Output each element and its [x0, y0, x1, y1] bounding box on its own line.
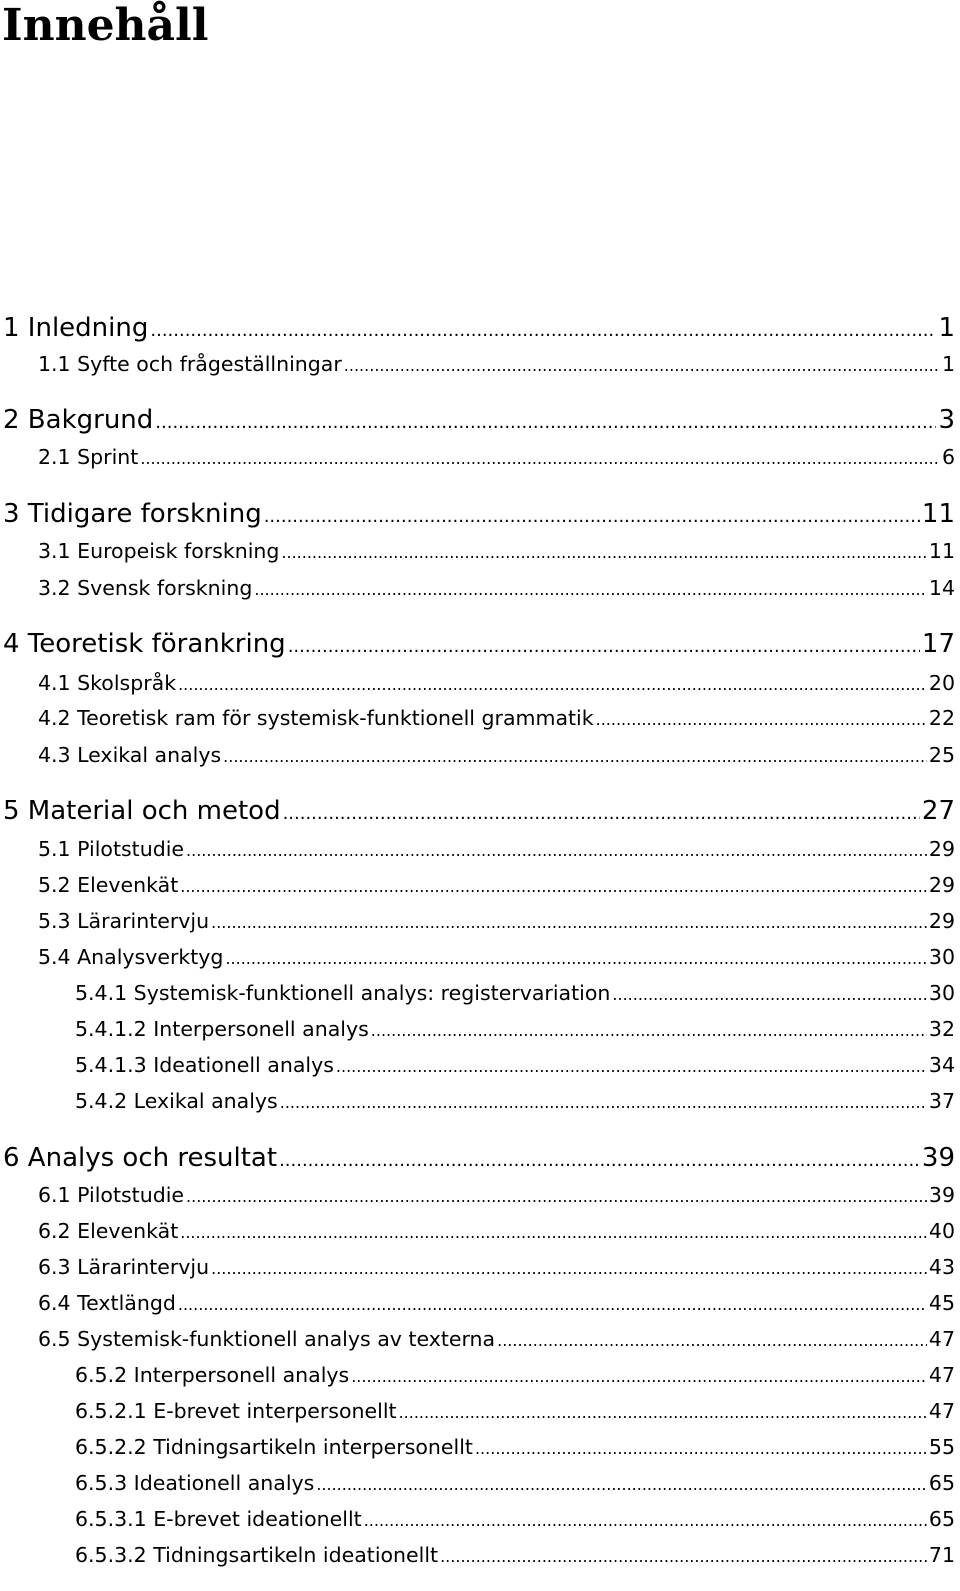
toc-entry-page-number: 25: [928, 743, 955, 767]
dot-leader: [280, 1089, 927, 1115]
dot-leader: [186, 1183, 927, 1209]
toc-entry-label: 6.5.3.1 E-brevet ideationellt: [75, 1507, 362, 1531]
dot-leader: [279, 1144, 920, 1175]
toc-entry-page-number: 47: [928, 1363, 955, 1387]
toc-entry[interactable]: [3, 403, 955, 437]
toc-entry-page-number: 29: [928, 873, 955, 897]
toc-entry-label: 5 Material och metod: [3, 796, 281, 826]
toc-entry-page-number: 29: [928, 909, 955, 933]
dot-leader: [596, 706, 927, 732]
toc-entry-page-number: 71: [928, 1543, 955, 1567]
toc-entry-label: 3.1 Europeisk forskning: [38, 539, 280, 563]
dot-leader: [351, 1363, 927, 1389]
toc-entry-page-number: 6: [941, 445, 955, 469]
dot-leader: [399, 1399, 927, 1425]
toc-entry-label: 2 Bakgrund: [3, 405, 154, 435]
dot-leader: [155, 406, 936, 437]
toc-entry[interactable]: [75, 979, 955, 1007]
toc-entry-label: 4.3 Lexikal analys: [38, 743, 222, 767]
toc-entry-label: 6.5 Systemisk-funktionell analys av texterna: [38, 1327, 496, 1351]
toc-entry-label: 6.1 Pilotstudie: [38, 1183, 185, 1207]
dot-leader: [344, 352, 940, 378]
toc-entry-page-number: 14: [928, 576, 955, 600]
toc-entry-page-number: 65: [928, 1471, 955, 1495]
toc-entry[interactable]: [38, 1325, 955, 1353]
toc-entry-label: 5.3 Lärarintervju: [38, 909, 210, 933]
dot-leader: [316, 1471, 927, 1497]
toc-entry-page-number: 37: [928, 1089, 955, 1113]
dot-leader: [612, 981, 927, 1007]
toc-entry-page-number: 11: [928, 539, 955, 563]
toc-entry-page-number: 55: [928, 1435, 955, 1459]
toc-entry-page-number: 30: [928, 981, 955, 1005]
toc-entry-label: 5.4 Analysverktyg: [38, 945, 224, 969]
toc-entry[interactable]: [38, 669, 955, 697]
toc-entry-label: 1.1 Syfte och frågeställningar: [38, 352, 342, 376]
toc-entry-page-number: 1: [938, 313, 955, 343]
toc-entry[interactable]: [38, 835, 955, 863]
toc-entry-page-number: 47: [928, 1399, 955, 1423]
toc-entry-label: 5.4.1 Systemisk-funktionell analys: registervariation: [75, 981, 611, 1005]
toc-entry-label: 5.4.2 Lexikal analys: [75, 1089, 278, 1113]
toc-entry-page-number: 45: [928, 1291, 955, 1315]
toc-entry-label: 5.1 Pilotstudie: [38, 837, 185, 861]
toc-entry-label: 6 Analys och resultat: [3, 1143, 278, 1173]
dot-leader: [211, 1255, 927, 1281]
toc-entry[interactable]: [38, 943, 955, 971]
toc-entry-page-number: 30: [928, 945, 955, 969]
toc-entry[interactable]: [3, 794, 955, 828]
toc-entry-page-number: 20: [928, 671, 955, 695]
toc-entry-page-number: 17: [921, 629, 955, 659]
toc-entry[interactable]: [38, 907, 955, 935]
toc-entry-label: 6.5.2.1 E-brevet interpersonellt: [75, 1399, 397, 1423]
dot-leader: [150, 314, 936, 345]
toc-entry[interactable]: [38, 704, 955, 732]
dot-leader: [180, 873, 927, 899]
toc-entry-label: 4.1 Skolspråk: [38, 671, 177, 695]
toc-entry-page-number: 29: [928, 837, 955, 861]
toc-entry-page-number: 40: [928, 1219, 955, 1243]
toc-entry[interactable]: [38, 574, 955, 602]
toc-entry-page-number: 32: [928, 1017, 955, 1041]
toc-entry[interactable]: [38, 741, 955, 769]
toc-entry-page-number: 22: [928, 706, 955, 730]
dot-leader: [497, 1327, 927, 1353]
toc-entry-label: 2.1 Sprint: [38, 445, 139, 469]
dot-leader: [180, 1219, 927, 1245]
page-title: Innehåll: [2, 0, 209, 51]
dot-leader: [288, 630, 920, 661]
toc-entry-label: 6.5.2 Interpersonell analys: [75, 1363, 350, 1387]
toc-entry[interactable]: [38, 537, 955, 565]
dot-leader: [223, 743, 927, 769]
toc-entry-page-number: 47: [928, 1327, 955, 1351]
toc-entry[interactable]: [38, 1253, 955, 1281]
toc-entry[interactable]: [75, 1433, 955, 1461]
dot-leader: [225, 945, 926, 971]
dot-leader: [140, 445, 940, 471]
dot-leader: [264, 500, 920, 531]
dot-leader: [254, 576, 927, 602]
toc-entry-label: 6.2 Elevenkät: [38, 1219, 179, 1243]
toc-entry-label: 3 Tidigare forskning: [3, 499, 262, 529]
dot-leader: [211, 909, 927, 935]
toc-entry[interactable]: [3, 311, 955, 345]
toc-entry[interactable]: [75, 1015, 955, 1043]
toc-entry-page-number: 11: [921, 499, 955, 529]
toc-entry[interactable]: [75, 1397, 955, 1425]
toc-entry[interactable]: [3, 1141, 955, 1175]
toc-entry[interactable]: [3, 627, 955, 661]
toc-entry[interactable]: [75, 1051, 955, 1079]
dot-leader: [178, 671, 927, 697]
toc-entry-page-number: 43: [928, 1255, 955, 1279]
toc-entry[interactable]: [38, 871, 955, 899]
toc-entry-label: 4.2 Teoretisk ram för systemisk-funktionell grammatik: [38, 706, 594, 730]
toc-entry[interactable]: [38, 1289, 955, 1317]
toc-entry-page-number: 3: [938, 405, 955, 435]
dot-leader: [475, 1435, 927, 1461]
toc-entry-label: 5.4.1.3 Ideationell analys: [75, 1053, 334, 1077]
dot-leader: [364, 1507, 927, 1533]
dot-leader: [186, 837, 927, 863]
dot-leader: [283, 797, 920, 828]
toc-entry[interactable]: [38, 350, 955, 378]
toc-entry-label: 1 Inledning: [3, 313, 149, 343]
dot-leader: [371, 1017, 927, 1043]
toc-entry-page-number: 27: [921, 796, 955, 826]
toc-entry[interactable]: [75, 1361, 955, 1389]
toc-entry-page-number: 65: [928, 1507, 955, 1531]
dot-leader: [336, 1053, 927, 1079]
dot-leader: [281, 539, 927, 565]
toc-entry-page-number: 39: [921, 1143, 955, 1173]
toc-entry-label: 4 Teoretisk förankring: [3, 629, 286, 659]
toc-entry-label: 6.3 Lärarintervju: [38, 1255, 210, 1279]
toc-entry[interactable]: [38, 443, 955, 471]
toc-entry[interactable]: [75, 1469, 955, 1497]
toc-entry[interactable]: [75, 1541, 955, 1569]
toc-entry[interactable]: [3, 497, 955, 531]
toc-entry[interactable]: [38, 1217, 955, 1245]
toc-entry-page-number: 1: [941, 352, 955, 376]
toc-entry-label: 6.5.3 Ideationell analys: [75, 1471, 315, 1495]
toc-entry-page-number: 39: [928, 1183, 955, 1207]
toc-entry[interactable]: [38, 1181, 955, 1209]
toc-entry-label: 5.2 Elevenkät: [38, 873, 179, 897]
toc-entry-label: 6.5.3.2 Tidningsartikeln ideationellt: [75, 1543, 439, 1567]
toc-entry-label: 6.4 Textlängd: [38, 1291, 176, 1315]
toc-entry-label: 5.4.1.2 Interpersonell analys: [75, 1017, 369, 1041]
toc-entry-page-number: 34: [928, 1053, 955, 1077]
dot-leader: [440, 1543, 927, 1569]
dot-leader: [178, 1291, 927, 1317]
toc-entry-label: 3.2 Svensk forskning: [38, 576, 253, 600]
toc-entry[interactable]: [75, 1505, 955, 1533]
toc-entry[interactable]: [75, 1087, 955, 1115]
toc-entry-label: 6.5.2.2 Tidningsartikeln interpersonellt: [75, 1435, 473, 1459]
